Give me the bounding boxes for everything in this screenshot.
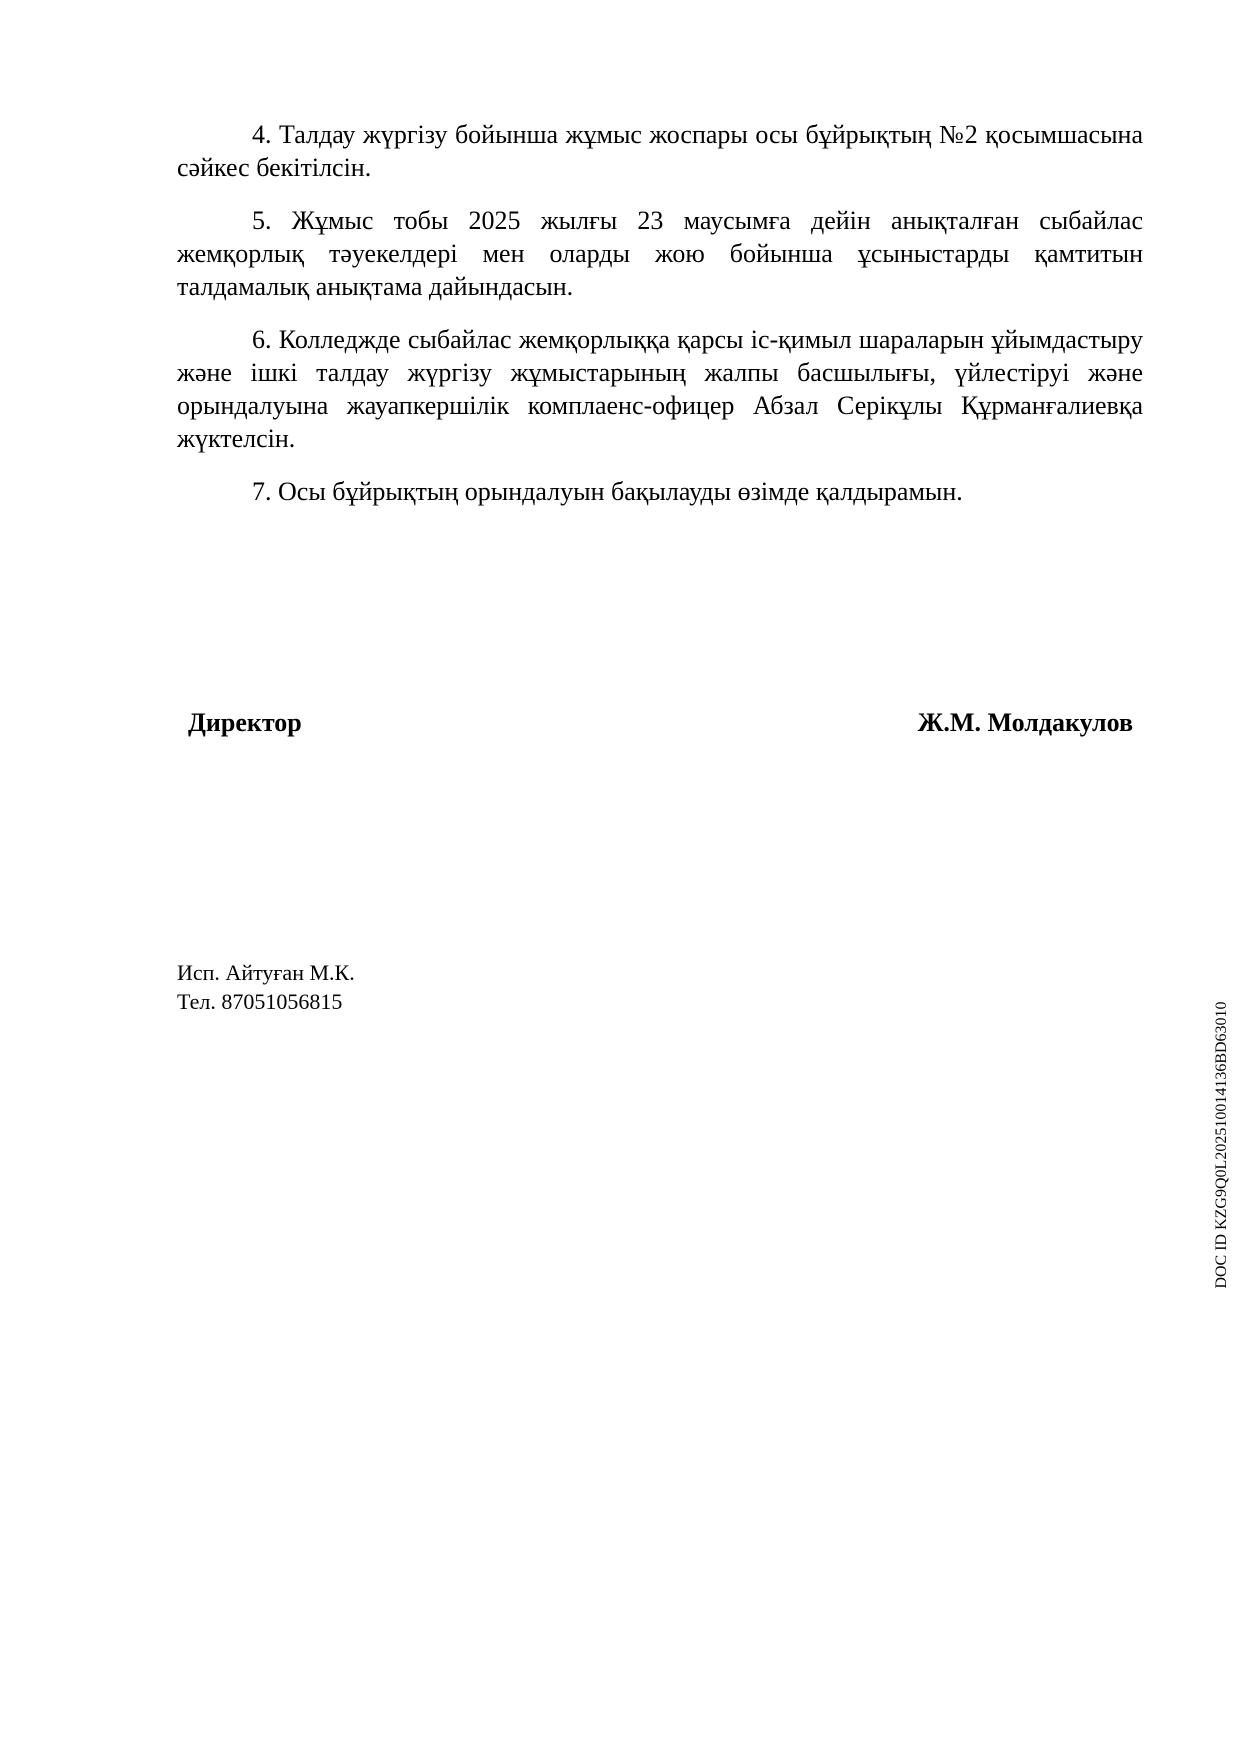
executor-phone: Тел. 87051056815: [177, 989, 343, 1014]
signature-block: [188, 706, 1133, 739]
paragraph-7: 7. Осы бұйрықтың орындалуын бақылауды өзімде қалдырамын.: [252, 477, 963, 506]
signatory-position: Директор: [188, 708, 302, 737]
paragraph-5: 5. Жұмыс тобы 2025 жылғы 23 маусымға дейін анықталған сыбайлас жемқорлық тәуекелдері мен оларды жою бойынша ұсыныстарды қамтитын талдамалық анықтама дайындасын.: [177, 206, 1143, 301]
executor-name: Исп. Айтуған М.К.: [177, 960, 355, 985]
executor-block: [177, 958, 355, 1016]
document-body: [177, 118, 1143, 528]
paragraph-6: 6. Колледжде сыбайлас жемқорлыққа қарсы іс-қимыл шараларын ұйымдастыру және ішкі талдау жүргізу жұмыстарының жалпы басшылығы, үйлестіруі және орындалуына жауапкершілік комплаенс-офицер Абзал Серікұлы Құрманғалиевқа жүктелсін.: [177, 325, 1143, 453]
paragraph-4: 4. Талдау жүргізу бойынша жұмыс жоспары осы бұйрықтың №2 қосымшасына сәйкес бекітілсін.: [177, 120, 1143, 182]
doc-id-label: DOC ID KZG9Q0L202510014136BD63010: [1213, 1001, 1230, 1289]
signatory-name: Ж.М. Молдакулов: [917, 708, 1133, 737]
